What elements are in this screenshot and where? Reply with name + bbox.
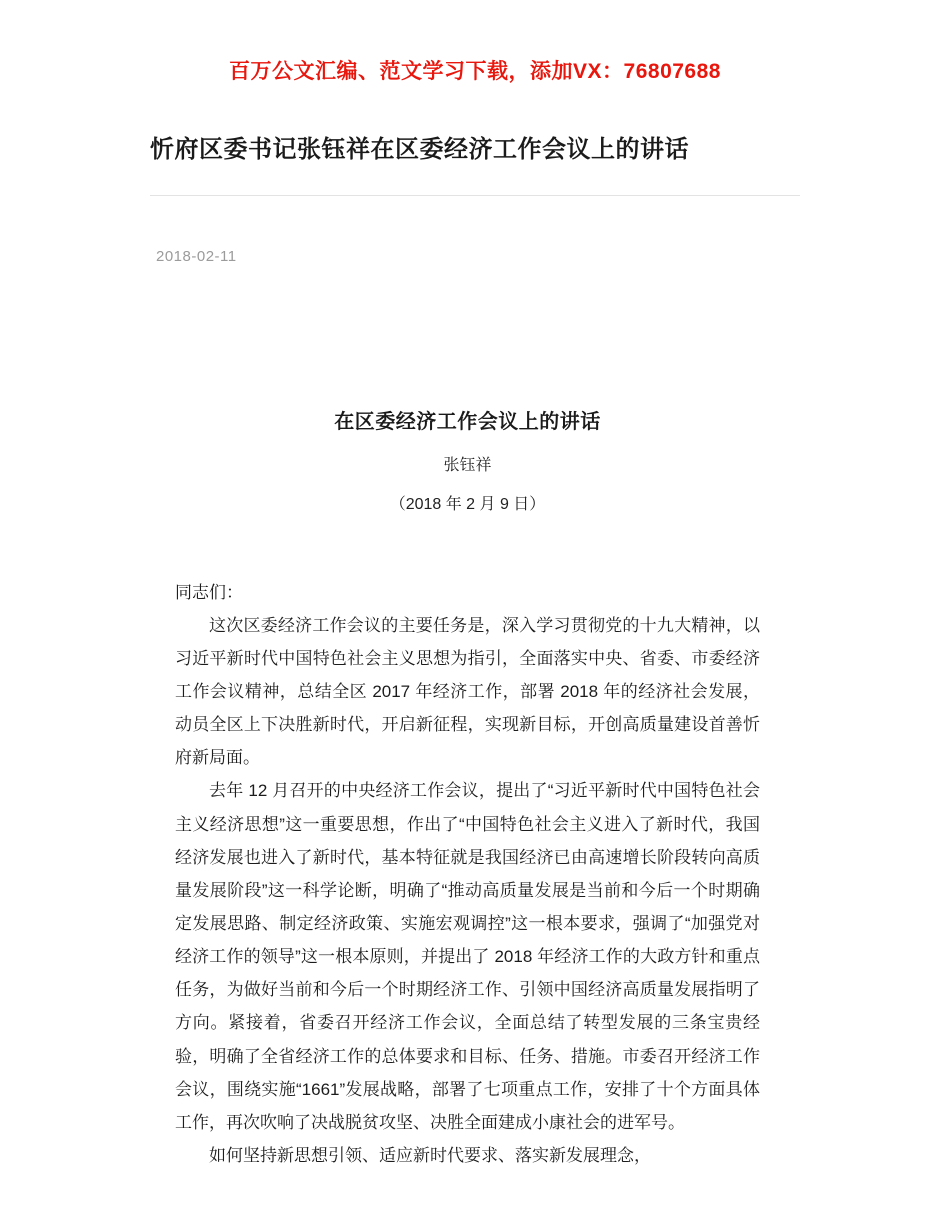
publish-date: 2018-02-11 bbox=[156, 247, 237, 265]
paragraph: 同志们： bbox=[175, 582, 243, 602]
article-date: （2018 年 2 月 9 日） bbox=[389, 495, 546, 513]
document-header bbox=[150, 133, 800, 196]
paragraph: 如何坚持新思想引领、适应新时代要求、落实新发展理念， bbox=[209, 1145, 651, 1165]
article-body bbox=[175, 265, 760, 1173]
paragraph: 这次区委经济工作会议的主要任务是，深入学习贯彻党的十九大精神，以习近平新时代中国特色社会主义思想为指引，全面落实中央、省委、市委经济工作会议精神，总结全区 2017 年经济工作，部署 2018 年的经济社会发展，动员全区上下决胜新时代，开启新征程，实现新目标，开创高质量建设首善忻府新局面。 bbox=[175, 615, 760, 768]
page-title: 忻府区委书记张钰祥在区委经济工作会议上的讲话 bbox=[150, 136, 689, 163]
paragraph: 去年 12 月召开的中央经济工作会议，提出了“习近平新时代中国特色社会主义经济思想”这一重要思想，作出了“中国特色社会主义进入了新时代，我国经济发展也进入了新时代，基本特征就是我国经济已由高速增长阶段转向高质量发展阶段”这一科学论断，明确了“推动高质量发展是当前和今后一个时期确定发展思路、制定经济政策、实施宏观调控”这一根本要求，强调了“加强党对经济工作的领导”这一根本原则，并提出了 2018 年经济工作的大政方针和重点任务，为做好当前和今后一个时期经济工作、引领中国经济高质量发展指明了方向。紧接着，省委召开经济工作会议，全面总结了转型发展的三条宝贵经验，明确了全省经济工作的总体要求和目标、任务、措施。市委召开经济工作会议，围绕实施“1661”发展战略，部署了七项重点工作，安排了十个方面具体工作，再次吹响了决战脱贫攻坚、决胜全面建成小康社会的进军号。 bbox=[175, 781, 760, 1132]
article-author: 张钰祥 bbox=[443, 456, 492, 474]
promo-banner: 百万公文汇编、范文学习下载，添加VX：76807688 bbox=[229, 60, 721, 83]
article-paragraphs bbox=[175, 576, 760, 1173]
article-title: 在区委经济工作会议上的讲话 bbox=[334, 410, 601, 433]
